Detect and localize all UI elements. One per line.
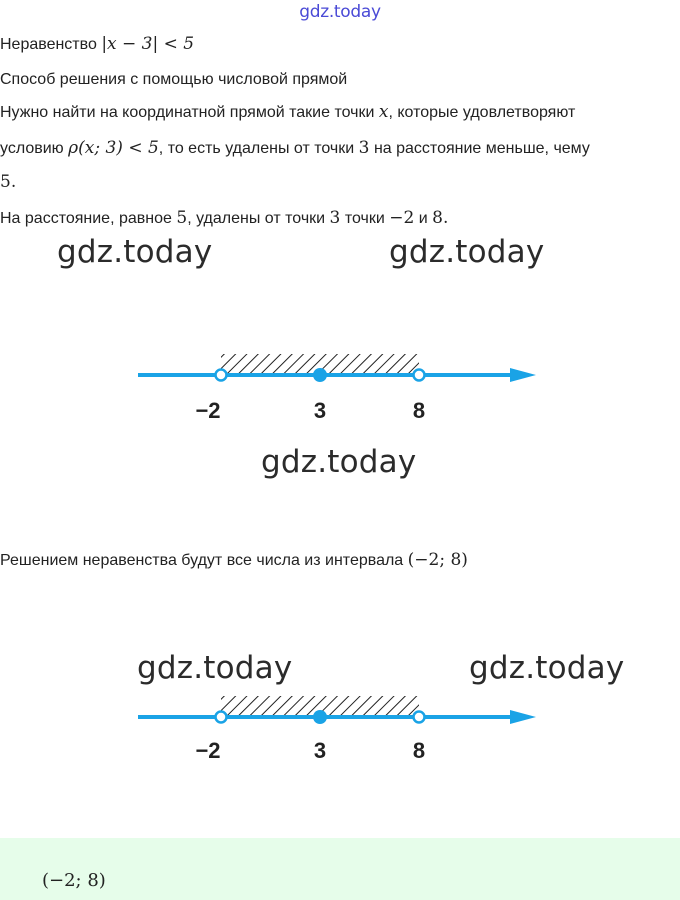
point-8-open — [414, 370, 425, 381]
inequality-line — [0, 34, 194, 55]
point-minus-2-open — [216, 370, 227, 381]
tick-label: 8 — [412, 398, 426, 423]
text-line-4a: На расстояние, равное — [0, 210, 172, 227]
text-line-4c: точки — [344, 210, 385, 227]
solution-text: Решением неравенства будут все числа из интервала — [0, 552, 404, 569]
math-three-2: 3 — [329, 208, 341, 228]
answer-value: (−2; 8) — [42, 870, 106, 891]
math-five-2: 5 — [176, 208, 188, 228]
axis-arrow — [510, 710, 536, 724]
text-line-2 — [0, 138, 590, 159]
number-line-2 — [0, 682, 680, 772]
math-five: 5. — [0, 172, 17, 192]
text-line-1b: , которые удовлетворяют — [388, 104, 576, 121]
axis-arrow — [510, 368, 536, 382]
point-3-filled — [313, 368, 327, 382]
text-line-4b: , удалены от точки — [187, 210, 326, 227]
tick-label: 8 — [412, 738, 426, 763]
math-three: 3 — [358, 138, 370, 158]
watermark-3: gdz.today — [261, 444, 417, 480]
point-minus-2-open — [216, 712, 227, 723]
text-line-2a: условию — [0, 140, 64, 157]
math-eight: 8. — [432, 208, 449, 228]
watermark-1: gdz.today — [57, 234, 213, 270]
text-line-1 — [0, 102, 575, 123]
tick-label: −2 — [195, 398, 221, 423]
text-line-2c: на расстояние меньше, чему — [373, 140, 590, 157]
math-x: x — [378, 102, 389, 122]
number-line-1 — [0, 340, 680, 430]
tick-label: −2 — [195, 738, 221, 763]
tick-label: 3 — [313, 738, 327, 763]
watermark-2: gdz.today — [389, 234, 545, 270]
solution-line — [0, 550, 468, 571]
header-watermark: gdz.today — [299, 2, 381, 22]
math-rho: ρ(x; 3) < 5 — [68, 138, 159, 158]
text-line-2b: , то есть удалены от точки — [158, 140, 355, 157]
tick-label: 3 — [313, 398, 327, 423]
text-line-1a: Нужно найти на координатной прямой такие точки — [0, 104, 375, 121]
inequality-math: |x − 3| < 5 — [101, 34, 195, 54]
text-line-4and: и — [418, 210, 428, 227]
inequality-label: Неравенство — [0, 36, 97, 53]
point-3-filled — [313, 710, 327, 724]
point-8-open — [414, 712, 425, 723]
watermark-4: gdz.today — [137, 650, 293, 686]
watermark-5: gdz.today — [469, 650, 625, 686]
method-heading: Способ решения с помощью числовой прямой — [0, 71, 348, 88]
text-line-4 — [0, 208, 448, 229]
solution-math: (−2; 8) — [407, 550, 468, 570]
math-minus-two: −2 — [389, 208, 415, 228]
text-line-3 — [0, 172, 16, 193]
